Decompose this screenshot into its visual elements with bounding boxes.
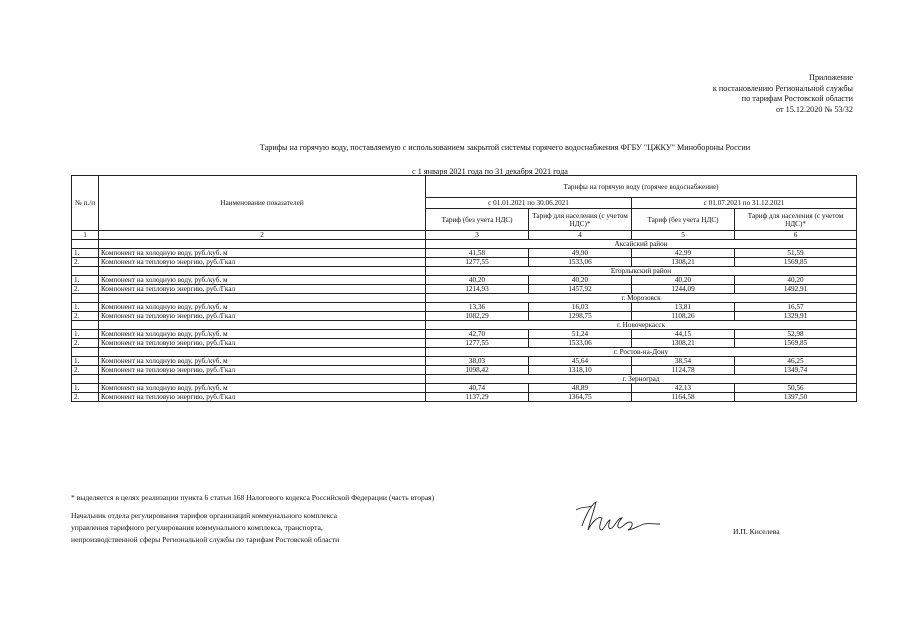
column-number-cell: 2: [99, 231, 426, 240]
district-empty-cell: [99, 321, 426, 330]
row-number: 1.: [72, 384, 99, 393]
tariff-value: 13,81: [632, 303, 735, 312]
tariff-value: 49,90: [529, 249, 632, 258]
table-row: [72, 330, 857, 339]
district-empty-cell: [72, 375, 99, 384]
row-number: 2.: [72, 339, 99, 348]
district-row: [72, 240, 857, 249]
table-row: [72, 258, 857, 267]
row-label: Компонент на тепловую энергию, руб./Гкал: [99, 366, 426, 375]
row-number: 2.: [72, 393, 99, 402]
header-no-vat-1: Тариф (без учета НДС): [426, 209, 529, 231]
tariff-value: 52,98: [735, 330, 857, 339]
appendix-block: [713, 73, 853, 115]
tariff-value: 42,99: [632, 249, 735, 258]
column-number-cell: 5: [632, 231, 735, 240]
district-row: [72, 375, 857, 384]
row-number: 1.: [72, 357, 99, 366]
tariff-value: 51,24: [529, 330, 632, 339]
district-empty-cell: [99, 348, 426, 357]
row-number: 1.: [72, 330, 99, 339]
row-label: Компонент на тепловую энергию, руб./Гкал: [99, 285, 426, 294]
row-number: 2.: [72, 312, 99, 321]
district-empty-cell: [72, 321, 99, 330]
table-row: [72, 393, 857, 402]
tariff-value: 38,54: [632, 357, 735, 366]
header-period-2: с 01.07.2021 по 31.12.2021: [632, 198, 857, 209]
tariff-value: 1164,58: [632, 393, 735, 402]
tariff-value: 1298,75: [529, 312, 632, 321]
document-title: Тарифы на горячую воду, поставляемую с использованием закрытой системы горячего водоснабжения ФГБУ "ЦЖКУ" Минобороны России: [259, 143, 751, 152]
signature: [572, 496, 667, 541]
row-label: Компонент на холодную воду, руб./куб. м: [99, 303, 426, 312]
row-number: 2.: [72, 285, 99, 294]
header-pop-1: Тариф для населения (с учетом НДС)*: [529, 209, 632, 231]
district-row: [72, 294, 857, 303]
district-name: г. Зерноград: [426, 375, 857, 384]
row-label: Компонент на холодную воду, руб./куб. м: [99, 384, 426, 393]
signer-line-2: управления тарифного регулирования коммунального комплекса, транспорта,: [71, 523, 323, 532]
header-name: Наименование показателей: [99, 176, 426, 231]
appendix-line-4: от 15.12.2020 № 53/32: [775, 104, 853, 114]
tariff-value: 1569,85: [735, 339, 857, 348]
header-period-1: с 01.01.2021 по 30.06.2021: [426, 198, 632, 209]
tariff-value: 1108,26: [632, 312, 735, 321]
tariff-value: 40,20: [735, 276, 857, 285]
tariff-value: 41,58: [426, 249, 529, 258]
appendix-line-1: Приложение: [809, 73, 853, 82]
appendix-line-3: по тарифам Ростовской области: [741, 94, 853, 103]
tariff-value: 45,64: [529, 357, 632, 366]
tariff-value: 1533,06: [529, 339, 632, 348]
tariff-value: 1457,92: [529, 285, 632, 294]
district-empty-cell: [99, 267, 426, 276]
district-row: [72, 348, 857, 357]
column-number-cell: 6: [735, 231, 857, 240]
tariff-value: 1364,75: [529, 393, 632, 402]
district-row: [72, 267, 857, 276]
tariff-value: 42,70: [426, 330, 529, 339]
table-row: [72, 285, 857, 294]
table-row: [72, 249, 857, 258]
tariff-value: 1308,21: [632, 258, 735, 267]
table-row: [72, 357, 857, 366]
header-group: Тарифы на горячую воду (горячее водоснабжение): [426, 176, 857, 198]
table-row: [72, 276, 857, 285]
signer-block: [71, 510, 339, 546]
tariff-value: 1082,29: [426, 312, 529, 321]
tariff-value: 1492,91: [735, 285, 857, 294]
tariff-value: 13,36: [426, 303, 529, 312]
row-label: Компонент на тепловую энергию, руб./Гкал: [99, 258, 426, 267]
district-row: [72, 321, 857, 330]
signer-line-1: Начальник отдела регулирования тарифов организаций коммунального комплекса: [71, 511, 337, 520]
tariff-value: 40,20: [426, 276, 529, 285]
row-label: Компонент на холодную воду, руб./куб. м: [99, 357, 426, 366]
tariff-value: 1277,55: [426, 258, 529, 267]
row-number: 2.: [72, 366, 99, 375]
table-row: [72, 312, 857, 321]
tariff-value: 40,20: [529, 276, 632, 285]
tariff-value: 46,25: [735, 357, 857, 366]
tariff-value: 42,13: [632, 384, 735, 393]
tariff-value: 1397,50: [735, 393, 857, 402]
district-empty-cell: [72, 294, 99, 303]
tariff-value: 1124,78: [632, 366, 735, 375]
row-label: Компонент на холодную воду, руб./куб. м: [99, 330, 426, 339]
column-number-cell: 3: [426, 231, 529, 240]
tariff-value: 1349,74: [735, 366, 857, 375]
footnote: * выделяется в целях реализации пункта 6 статьи 168 Налогового кодекса Российской Федерации (часть вторая): [71, 493, 435, 502]
district-name: Егорлыкский район: [426, 267, 857, 276]
district-empty-cell: [99, 294, 426, 303]
header-pop-2: Тариф для населения (с учетом НДС)*: [735, 209, 857, 231]
tariff-value: 1098,42: [426, 366, 529, 375]
district-name: Аксайский район: [426, 240, 857, 249]
tariff-table: [71, 175, 857, 402]
header-num: № п./п: [72, 176, 99, 231]
district-name: г. Ростов-на-Дону: [426, 348, 857, 357]
row-label: Компонент на тепловую энергию, руб./Гкал: [99, 393, 426, 402]
appendix-line-2: к постановлению Региональной службы: [712, 83, 853, 93]
row-label: Компонент на холодную воду, руб./куб. м: [99, 249, 426, 258]
tariff-value: 1244,09: [632, 285, 735, 294]
tariff-value: 1308,21: [632, 339, 735, 348]
tariff-value: 44,15: [632, 330, 735, 339]
tariff-value: 16,03: [529, 303, 632, 312]
district-empty-cell: [99, 240, 426, 249]
table-row: [72, 366, 857, 375]
column-number-row: [72, 231, 857, 240]
row-number: 1.: [72, 276, 99, 285]
tariff-value: 48,89: [529, 384, 632, 393]
row-number: 2.: [72, 258, 99, 267]
table-row: [72, 303, 857, 312]
district-empty-cell: [72, 348, 99, 357]
tariff-value: 1569,85: [735, 258, 857, 267]
tariff-value: 1277,55: [426, 339, 529, 348]
tariff-value: 1137,29: [426, 393, 529, 402]
table-row: [72, 384, 857, 393]
tariff-value: 40,20: [632, 276, 735, 285]
column-number-cell: 4: [529, 231, 632, 240]
tariff-value: 16,57: [735, 303, 857, 312]
row-label: Компонент на тепловую энергию, руб./Гкал: [99, 312, 426, 321]
signer-name: И.П. Киселева: [733, 527, 780, 536]
tariff-value: 50,56: [735, 384, 857, 393]
district-name: г. Новочеркасск: [426, 321, 857, 330]
row-label: Компонент на тепловую энергию, руб./Гкал: [99, 339, 426, 348]
district-empty-cell: [72, 267, 99, 276]
row-number: 1.: [72, 303, 99, 312]
table-row: [72, 339, 857, 348]
row-number: 1.: [72, 249, 99, 258]
header-no-vat-2: Тариф (без учета НДС): [632, 209, 735, 231]
district-name: г. Морозовск: [426, 294, 857, 303]
signer-line-3: непроизводственной сферы Региональной службы по тарифам Ростовской области: [71, 535, 340, 544]
period-heading: с 1 января 2021 года по 31 декабря 2021 года: [412, 167, 568, 176]
tariff-value: 1214,93: [426, 285, 529, 294]
tariff-value: 38,03: [426, 357, 529, 366]
tariff-value: 51,59: [735, 249, 857, 258]
row-label: Компонент на холодную воду, руб./куб. м: [99, 276, 426, 285]
tariff-value: 1533,06: [529, 258, 632, 267]
district-empty-cell: [99, 375, 426, 384]
district-empty-cell: [72, 240, 99, 249]
column-number-cell: 1: [72, 231, 99, 240]
tariff-value: 1318,10: [529, 366, 632, 375]
tariff-value: 1329,91: [735, 312, 857, 321]
tariff-value: 40,74: [426, 384, 529, 393]
